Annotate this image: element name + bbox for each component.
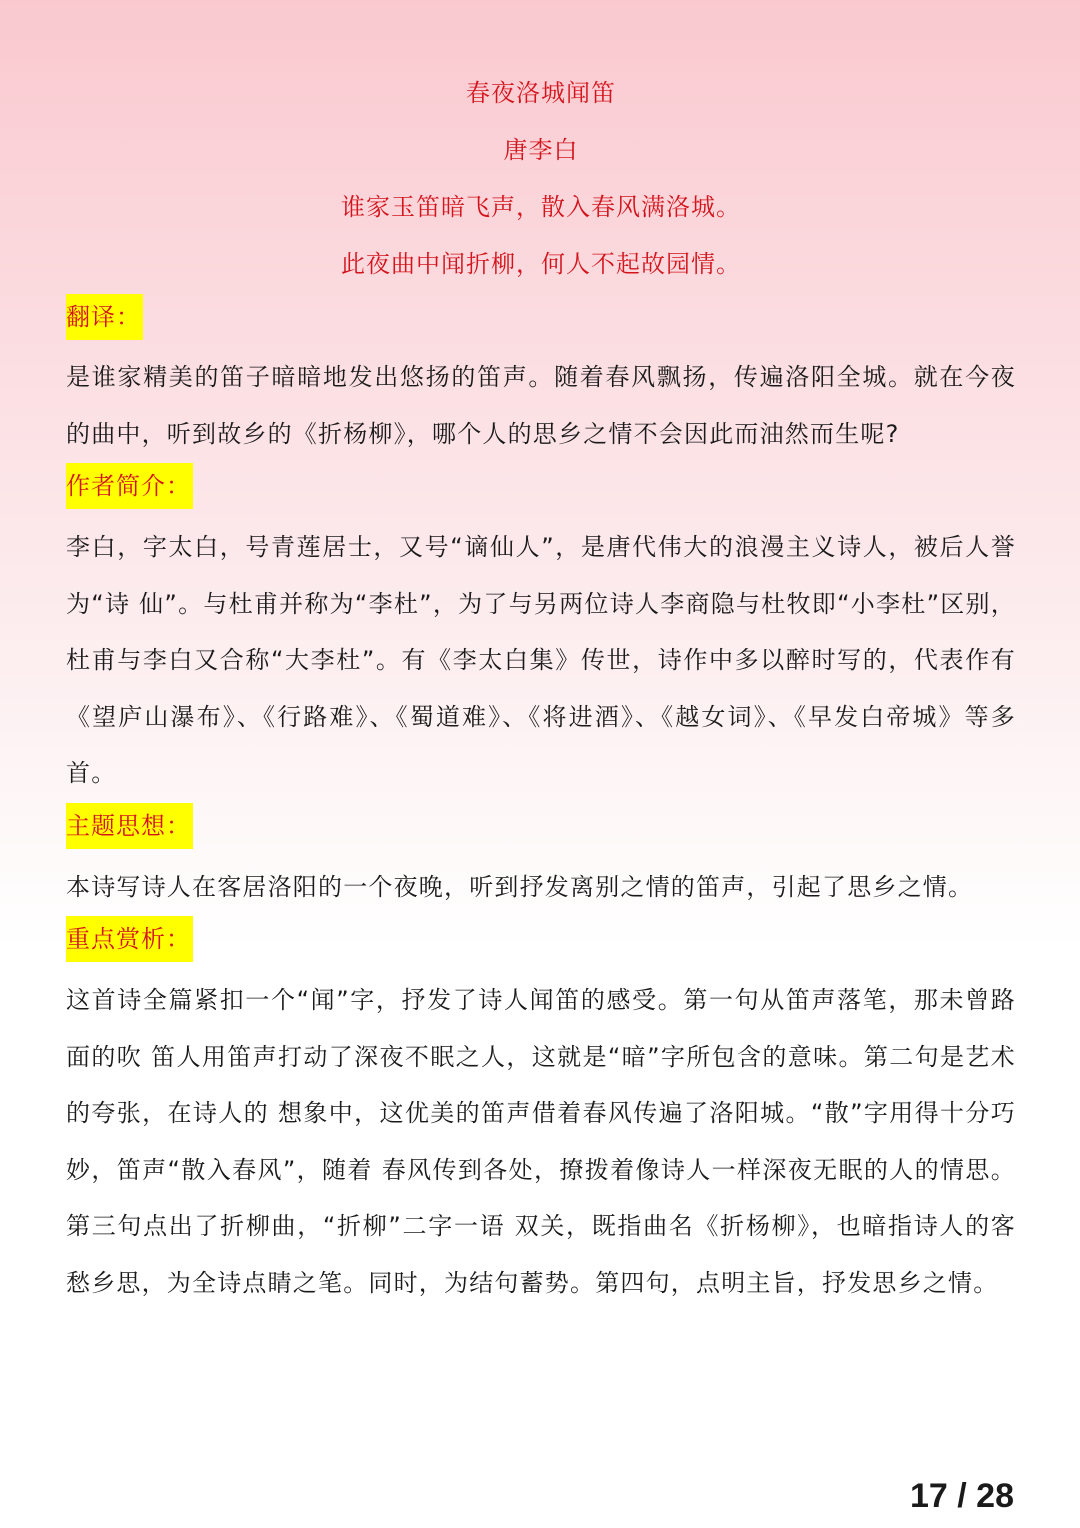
theme-text: 本诗写诗人在客居洛阳的一个夜晚，听到抒发离别之情的笛声，引起了思乡之情。 [66,873,974,901]
author-intro-label: 作者简介： [66,463,193,509]
poem-author: 唐李白 [503,136,579,164]
poem-line-2: 此夜曲中闻折柳，何人不起故园情。 [341,250,741,278]
translation-text: 是谁家精美的笛子暗暗地发出悠扬的笛声。随着春风飘扬，传遍洛阳全城。就在今夜的曲中，听到故乡的《折杨柳》，哪个人的思乡之情不会因此而油然而生呢? [66,363,1016,448]
page-number: 17 / 28 [910,1477,1014,1515]
poem-line-1: 谁家玉笛暗飞声，散入春风满洛城。 [341,193,741,221]
theme-label: 主题思想： [66,803,193,849]
author-intro-text: 李白，字太白，号青莲居士，又号“谪仙人”，是唐代伟大的浪漫主义诗人，被后人誉为“诗 仙”。与杜甫并称为“李杜”，为了与另两位诗人李商隐与杜牧即“小李杜”区别，杜甫与李白又合称“大李杜”。有《李太白集》传世，诗作中多以醉时写的，代表作有《望庐山瀑布》、《行路难》、《蜀道难》、《将进酒》、《越女词》、《早发白帝城》等多首。 [66,533,1016,787]
analysis-text: 这首诗全篇紧扣一个“闻”字，抒发了诗人闻笛的感受。第一句从笛声落笔，那未曾路面的吹 笛人用笛声打动了深夜不眠之人，这就是“暗”字所包含的意味。第二句是艺术的夸张，在诗人的 想象中，这优美的笛声借着春风传遍了洛阳城。“散”字用得十分巧妙，笛声“散入春风”，随着 春风传到各处，撩拨着像诗人一样深夜无眠的人的情思。第三句点出了折柳曲，“折柳”二字一语 双关，既指曲名《折杨柳》，也暗指诗人的客愁乡思，为全诗点睛之笔。同时，为结句蓄势。第四句，点明主旨，抒发思乡之情。 [66,986,1016,1297]
translation-label: 翻译： [66,294,143,340]
poem-title: 春夜洛城闻笛 [466,79,616,107]
analysis-label: 重点赏析： [66,916,193,962]
